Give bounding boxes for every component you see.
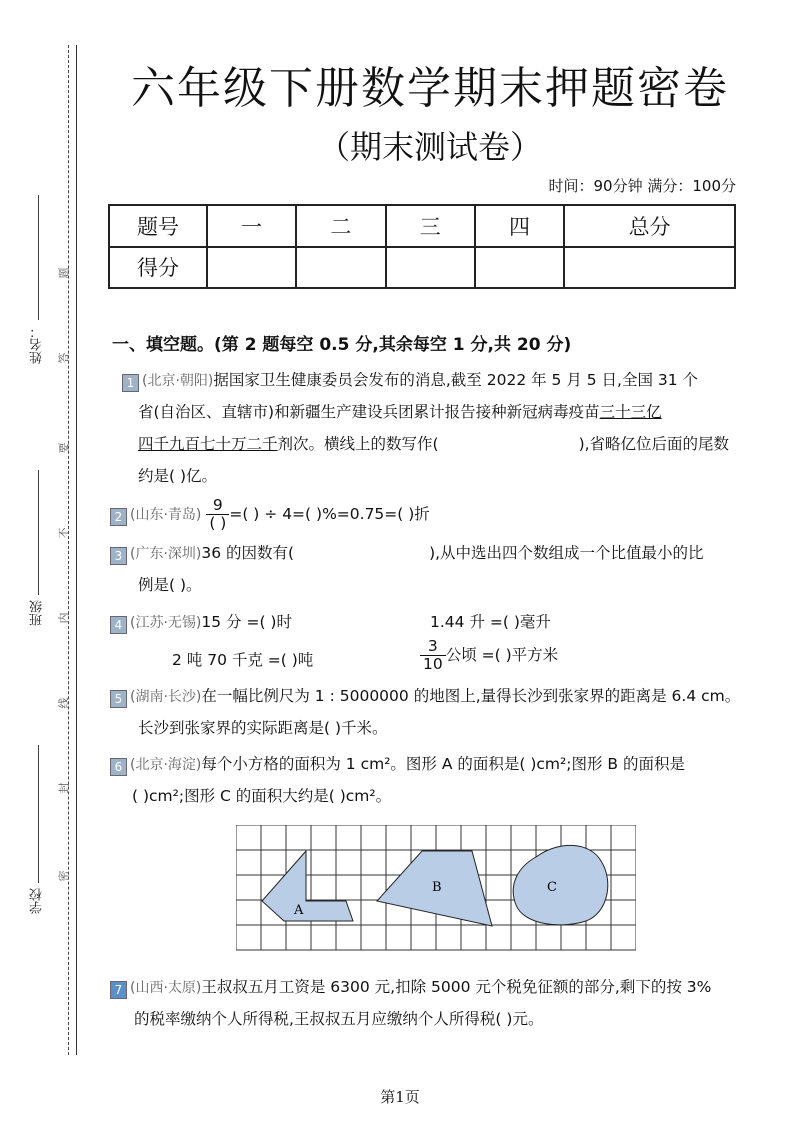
- binding-dashed-line: [68, 45, 69, 1055]
- shape-label-b: B: [432, 880, 442, 895]
- question-text: 省(自治区、直辖市)和新疆生产建设兵团累计报告接种新冠病毒疫苗: [138, 403, 600, 421]
- question-number: 3: [110, 547, 127, 565]
- score-header-cell: 三: [386, 205, 475, 247]
- shape-label-a: A: [294, 903, 304, 918]
- seal-char: 答: [57, 352, 71, 364]
- page-subtitle: （期末测试卷）: [317, 128, 542, 166]
- question-source: (广东·深圳): [130, 546, 202, 562]
- page-number: 第1页: [380, 1088, 420, 1106]
- question-3-line-1: [110, 541, 704, 565]
- question-number: 6: [110, 758, 127, 776]
- question-source: (湖南·长沙): [130, 689, 202, 705]
- fraction-numerator: 3: [420, 638, 446, 656]
- question-text: ),省略亿位后面的尾数: [578, 435, 730, 453]
- score-cell[interactable]: [475, 247, 564, 289]
- question-source: (北京·海淀): [130, 757, 202, 773]
- score-table: [108, 204, 736, 289]
- school-label: 学校: [30, 888, 45, 914]
- binding-solid-line: [76, 45, 77, 1055]
- question-text: ),从中选出四个数组成一个比值最小的比: [429, 544, 704, 562]
- question-source: (江苏·无锡): [130, 615, 202, 631]
- question-source: (山东·青岛): [130, 507, 202, 523]
- question-5-line-2: 长沙到张家界的实际距离是( )千米。: [138, 719, 388, 737]
- score-header-row: [109, 205, 735, 247]
- question-1-line-2: [138, 400, 662, 422]
- question-text: 公顷 =( )平方米: [445, 646, 559, 664]
- question-text: 王叔叔五月工资是 6300 元,扣除 5000 元个税免征额的部分,剩下的按 3%: [201, 978, 712, 996]
- question-5-line-1: [110, 684, 740, 708]
- question-text: 在一幅比例尺为 1 : 5000000 的地图上,量得长沙到张家界的距离是 6.4 cm。: [201, 687, 741, 705]
- seal-char: 密: [57, 870, 71, 882]
- question-source: (山西·太原): [130, 980, 202, 996]
- score-header-cell: 题号: [109, 205, 207, 247]
- shape-c: [513, 845, 608, 925]
- question-4-line-1: [110, 610, 292, 634]
- question-number: 2: [110, 508, 127, 526]
- class-label: 班级: [30, 600, 45, 626]
- class-blank-line: [38, 470, 39, 595]
- seal-char: 封: [57, 782, 71, 794]
- question-6-line-2: ( )cm²;图形 C 的面积大约是( )cm²。: [132, 787, 392, 805]
- fraction: [206, 497, 229, 532]
- underlined-number: 四千九百七十万二千: [138, 435, 278, 453]
- fraction-denominator: ( ): [209, 514, 227, 532]
- fraction-numerator: 9: [206, 497, 229, 515]
- score-header-cell: 四: [475, 205, 564, 247]
- question-1-line-1: [122, 368, 698, 392]
- question-6-line-1: [110, 752, 685, 776]
- shape-a: [262, 851, 353, 921]
- question-3-line-2: 例是( )。: [138, 576, 202, 594]
- question-text: 每个小方格的面积为 1 cm²。图形 A 的面积是( )cm²;图形 B 的面积是: [201, 755, 685, 773]
- fraction-denominator: 10: [423, 655, 443, 673]
- question-text: 15 分 =( )时: [201, 613, 292, 631]
- question-1-line-4: 约是( )亿。: [138, 467, 218, 485]
- name-label: 姓名：: [30, 325, 45, 364]
- question-source: (北京·朝阳): [142, 373, 214, 389]
- question-text: 剂次。横线上的数写作(: [277, 435, 439, 453]
- score-cell[interactable]: [207, 247, 296, 289]
- question-number: 5: [110, 690, 127, 708]
- score-cell[interactable]: [386, 247, 475, 289]
- score-row-label: 得分: [109, 247, 207, 289]
- question-text: 据国家卫生健康委员会发布的消息,截至 2022 年 5 月 5 日,全国 31 个: [213, 371, 699, 389]
- question-number: 4: [110, 616, 127, 634]
- score-header-cell: 二: [296, 205, 385, 247]
- score-header-cell: 总分: [564, 205, 735, 247]
- question-number: 1: [122, 374, 139, 392]
- question-2: [110, 497, 430, 532]
- seal-char: 题: [57, 267, 71, 279]
- question-text: 36 的因数有(: [201, 544, 295, 562]
- question-number: 7: [110, 981, 127, 999]
- grid-figure: [236, 825, 636, 951]
- score-cell[interactable]: [564, 247, 735, 289]
- time-info: 时间：90分钟 满分：100分: [548, 177, 736, 195]
- fraction: [420, 638, 446, 673]
- shape-label-c: C: [547, 880, 557, 895]
- seal-char: 要: [57, 442, 71, 454]
- seal-char: 不: [57, 527, 71, 539]
- question-4-part-c: 2 吨 70 千克 =( )吨: [172, 651, 314, 669]
- section-title: 一、填空题。(第 2 题每空 0.5 分,其余每空 1 分,共 20 分): [112, 335, 572, 355]
- score-header-cell: 一: [207, 205, 296, 247]
- seal-char: 内: [57, 612, 71, 624]
- question-4-part-b: 1.44 升 =( )毫升: [430, 613, 551, 631]
- question-1-line-3: [138, 432, 729, 454]
- school-blank-line: [38, 745, 39, 883]
- score-cell[interactable]: [296, 247, 385, 289]
- underlined-number: 三十三亿: [599, 403, 662, 421]
- question-4-part-d: [420, 638, 558, 673]
- question-7-line-2: 的税率缴纳个人所得税,王叔叔五月应缴纳个人所得税( )元。: [134, 1010, 544, 1028]
- score-row: [109, 247, 735, 289]
- name-blank-line: [38, 195, 39, 320]
- page-title: 六年级下册数学期末押题密卷: [131, 63, 729, 114]
- seal-char: 线: [57, 697, 71, 709]
- question-7-line-1: [110, 975, 711, 999]
- question-text: =( ) ÷ 4=( )%=0.75=( )折: [229, 505, 430, 523]
